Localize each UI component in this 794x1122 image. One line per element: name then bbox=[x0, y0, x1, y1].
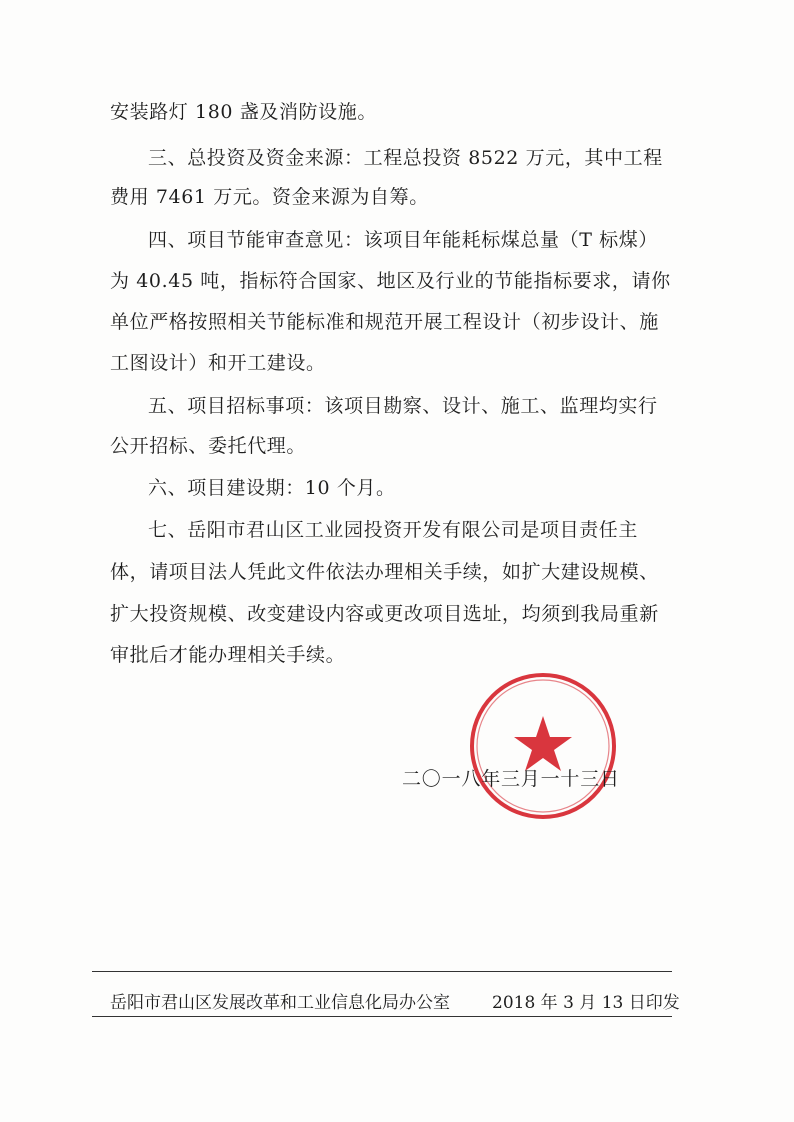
footer-bottom-rule bbox=[92, 1016, 672, 1017]
official-seal bbox=[465, 668, 621, 824]
body-line-2: 三、总投资及资金来源：工程总投资 8522 万元，其中工程 bbox=[148, 147, 663, 169]
body-line-4: 四、项目节能审查意见：该项目年能耗标煤总量（T 标煤） bbox=[148, 229, 658, 251]
body-line-9: 公开招标、委托代理。 bbox=[110, 435, 307, 457]
footer-print-date: 2018 年 3 月 13 日印发 bbox=[492, 993, 680, 1013]
seal-star-icon bbox=[514, 716, 572, 771]
body-line-14: 审批后才能办理相关手续。 bbox=[110, 644, 346, 666]
body-line-13: 扩大投资规模、改变建设内容或更改项目选址，均须到我局重新 bbox=[110, 603, 659, 625]
body-line-3: 费用 7461 万元。资金来源为自筹。 bbox=[110, 186, 429, 208]
signing-date: 二〇一八年三月一十三日 bbox=[402, 768, 620, 790]
body-line-7: 工图设计）和开工建设。 bbox=[110, 352, 326, 374]
body-line-1: 安装路灯 180 盏及消防设施。 bbox=[110, 101, 377, 123]
body-line-10: 六、项目建设期：10 个月。 bbox=[148, 477, 396, 499]
footer-top-rule bbox=[92, 971, 672, 972]
body-line-6: 单位严格按照相关节能标准和规范开展工程设计（初步设计、施 bbox=[110, 311, 659, 333]
body-line-8: 五、项目招标事项：该项目勘察、设计、施工、监理均实行 bbox=[148, 395, 658, 417]
body-line-5: 为 40.45 吨，指标符合国家、地区及行业的节能指标要求，请你 bbox=[110, 270, 671, 292]
body-line-12: 体，请项目法人凭此文件依法办理相关手续，如扩大建设规模、 bbox=[110, 561, 659, 583]
footer-issuer: 岳阳市君山区发展改革和工业信息化局办公室 bbox=[110, 993, 450, 1013]
body-line-11: 七、岳阳市君山区工业园投资开发有限公司是项目责任主 bbox=[148, 519, 639, 541]
